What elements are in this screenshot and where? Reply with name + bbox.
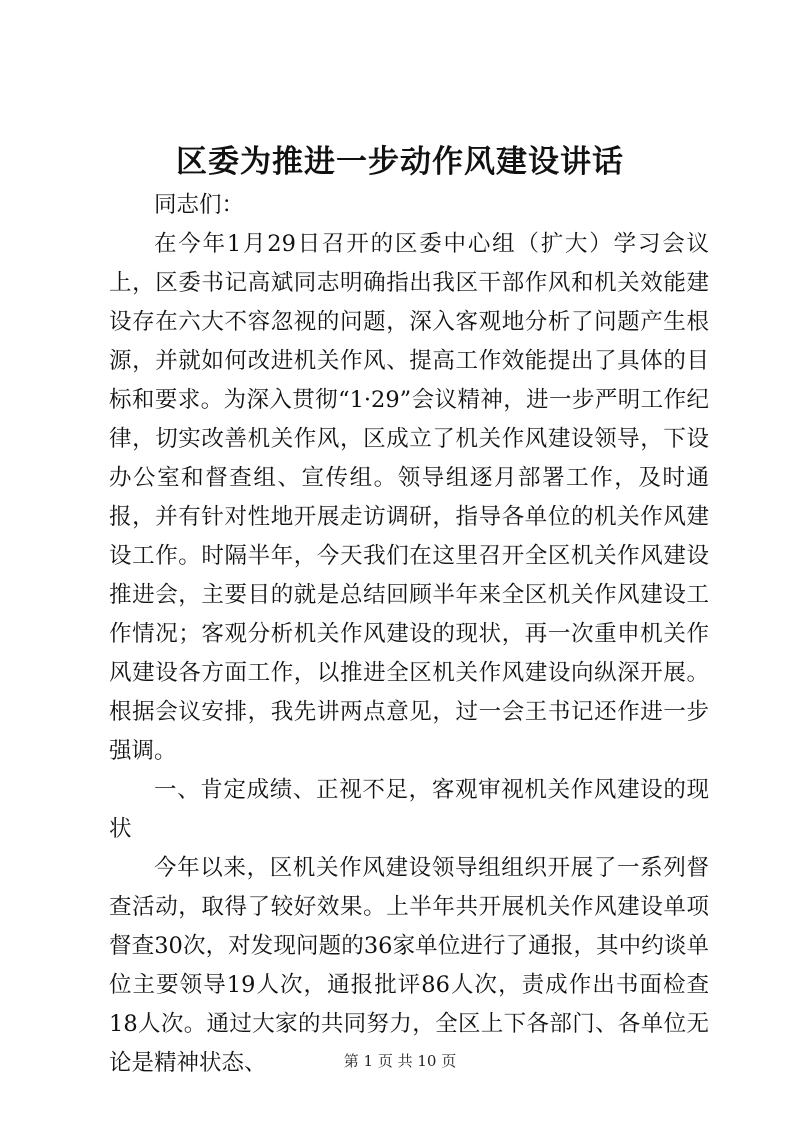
page-number-footer: 第 1 页 共 10 页 bbox=[343, 1052, 457, 1070]
document-body bbox=[109, 186, 709, 1083]
section-heading: 一、肯定成绩、正视不足，客观审视机关作风建设的现状 bbox=[109, 777, 709, 842]
paragraph-progress: 今年以来，区机关作风建设领导组组织开展了一系列督查活动，取得了较好效果。上半年共开展机关作风建设单项督查30次，对发现问题的36家单位进行了通报，其中约谈单位主要领导19人次，通报批评86人次，责成作出书面检查18人次。通过大家的共同努力，全区上下各部门、各单位无论是精神状态、 bbox=[109, 855, 709, 1076]
paragraph-intro: 在今年1月29日召开的区委中心组（扩大）学习会议上，区委书记高斌同志明确指出我区干部作风和机关效能建设存在六大不容忽视的问题，深入客观地分析了问题产生根源，并就如何改进机关作风、提高工作效能提出了具体的目标和要求。为深入贯彻“1·29”会议精神，进一步严明工作纪律，切实改善机关作风，区成立了机关作风建设领导，下设办公室和督查组、宣传组。领导组逐月部署工作，及时通报，并有针对性地开展走访调研，指导各单位的机关作风建设工作。时隔半年，今天我们在这里召开全区机关作风建设推进会，主要目的就是总结回顾半年来全区机关作风建设工作情况；客观分析机关作风建设的现状，再一次重申机关作风建设各方面工作，以推进全区机关作风建设向纵深开展。根据会议安排，我先讲两点意见，过一会王书记还作进一步强调。 bbox=[109, 231, 709, 764]
salutation: 同志们： bbox=[154, 192, 245, 218]
document-title: 区委为推进一步动作风建设讲话 bbox=[176, 144, 624, 180]
